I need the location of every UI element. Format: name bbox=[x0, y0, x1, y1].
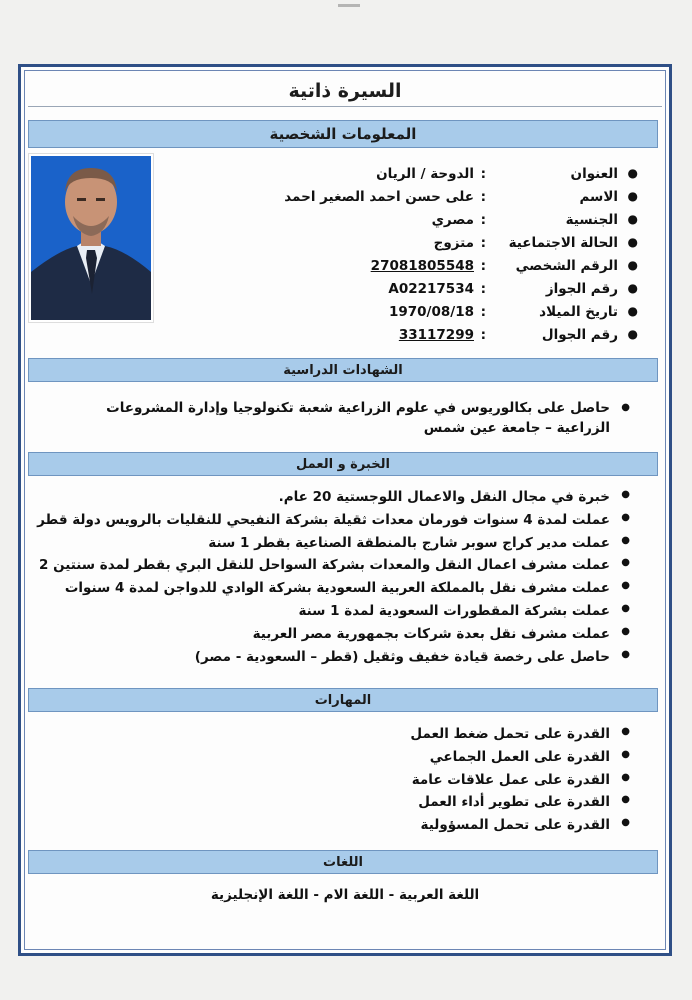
info-row-marital-status bbox=[178, 235, 638, 257]
info-label: الحالة الاجتماعية bbox=[508, 235, 618, 251]
experience-item: ● عملت بشركة المقطورات السعودية لمدة 1 سنة bbox=[37, 603, 630, 626]
experience-item: ● عملت لمدة 4 سنوات فورمان معدات ثقيلة بشركة النفيحي للنقليات بالرويس دولة قطر bbox=[37, 512, 630, 535]
info-row-mobile bbox=[178, 327, 638, 349]
skill-item: ● القدرة على عمل علاقات عامة bbox=[410, 772, 630, 795]
info-colon: : bbox=[480, 166, 486, 182]
info-row-birthdate bbox=[178, 304, 638, 326]
info-row-address bbox=[178, 166, 638, 188]
info-value: مصري bbox=[431, 212, 474, 228]
info-label: الرقم الشخصي bbox=[515, 258, 618, 274]
bullet-icon: ● bbox=[627, 304, 638, 318]
title-divider bbox=[28, 106, 662, 107]
skill-item: ● القدرة على تحمل ضغط العمل bbox=[410, 726, 630, 749]
experience-item: ● عملت مشرف نقل بالمملكة العربية السعودية بشركة الوادي للدواجن لمدة 4 سنوات bbox=[37, 580, 630, 603]
info-colon: : bbox=[480, 235, 486, 251]
experience-list bbox=[37, 489, 630, 671]
skills-list bbox=[410, 726, 630, 840]
skill-item: ● القدرة على تحمل المسؤولية bbox=[410, 817, 630, 840]
info-row-personal-id bbox=[178, 258, 638, 280]
info-value: 27081805548 bbox=[370, 258, 474, 274]
info-value: على حسن احمد الصغير احمد bbox=[284, 189, 474, 205]
info-row-nationality bbox=[178, 212, 638, 234]
bullet-icon: ● bbox=[627, 235, 638, 249]
bullet-icon: ● bbox=[627, 281, 638, 295]
info-label: العنوان bbox=[570, 166, 618, 182]
info-row-name bbox=[178, 189, 638, 211]
bullet-icon: ● bbox=[627, 327, 638, 341]
info-colon: : bbox=[480, 258, 486, 274]
experience-item: ● عملت مشرف نقل بعدة شركات بجمهورية مصر العربية bbox=[37, 626, 630, 649]
education-item: ● حاصل على بكالوريوس في علوم الزراعية شعبة تكنولوجيا وإدارة المشروعات الزراعية – جامعة عين شمس bbox=[50, 398, 630, 438]
info-value: 1970/08/18 bbox=[388, 304, 474, 320]
info-value: متزوج bbox=[433, 235, 474, 251]
info-label: تاريخ الميلاد bbox=[539, 304, 618, 320]
bullet-icon: ● bbox=[627, 189, 638, 203]
info-colon: : bbox=[480, 281, 486, 297]
bullet-icon: ● bbox=[627, 212, 638, 226]
section-education: الشهادات الدراسية bbox=[28, 358, 658, 382]
skill-item: ● القدرة على تطوير أداء العمل bbox=[410, 794, 630, 817]
bullet-icon: ● bbox=[627, 258, 638, 272]
section-experience: الخبرة و العمل bbox=[28, 452, 658, 476]
document-title: السيرة ذاتية bbox=[288, 80, 402, 102]
experience-item: ● حاصل على رخصة قيادة خفيف وثقيل (قطر – السعودية - مصر) bbox=[37, 649, 630, 672]
info-label: الاسم bbox=[579, 189, 618, 205]
info-colon: : bbox=[480, 327, 486, 343]
info-label: الجنسية bbox=[565, 212, 618, 228]
info-value: A02217534 bbox=[388, 281, 474, 297]
languages-text: اللغة العربية - اللغة الام - اللغة الإنجليزية bbox=[210, 887, 480, 903]
section-languages: اللغات bbox=[28, 850, 658, 874]
experience-item: ● عملت مدير كراج سوبر شارج بالمنطقة الصناعية بقطر 1 سنة bbox=[37, 535, 630, 558]
info-value: 33117299 bbox=[398, 327, 474, 343]
info-colon: : bbox=[480, 189, 486, 205]
profile-photo bbox=[29, 154, 153, 322]
experience-item: ● خبرة في مجال النقل والاعمال اللوجستية 20 عام. bbox=[37, 489, 630, 512]
info-colon: : bbox=[480, 304, 486, 320]
cv-page bbox=[18, 64, 672, 956]
info-colon: : bbox=[480, 212, 486, 228]
scan-mark bbox=[338, 4, 360, 7]
skill-item: ● القدرة على العمل الجماعي bbox=[410, 749, 630, 772]
info-label: رقم الجوال bbox=[541, 327, 618, 343]
experience-item: ● عملت مشرف اعمال النقل والمعدات بشركة السواحل للنقل البري بقطر لمدة سنتين 2 bbox=[37, 557, 630, 580]
section-skills: المهارات bbox=[28, 688, 658, 712]
bullet-icon: ● bbox=[627, 166, 638, 180]
info-value: الدوحة / الريان bbox=[376, 166, 474, 182]
info-label: رقم الجواز bbox=[545, 281, 618, 297]
info-row-passport bbox=[178, 281, 638, 303]
section-personal-info: المعلومات الشخصية bbox=[28, 120, 658, 148]
